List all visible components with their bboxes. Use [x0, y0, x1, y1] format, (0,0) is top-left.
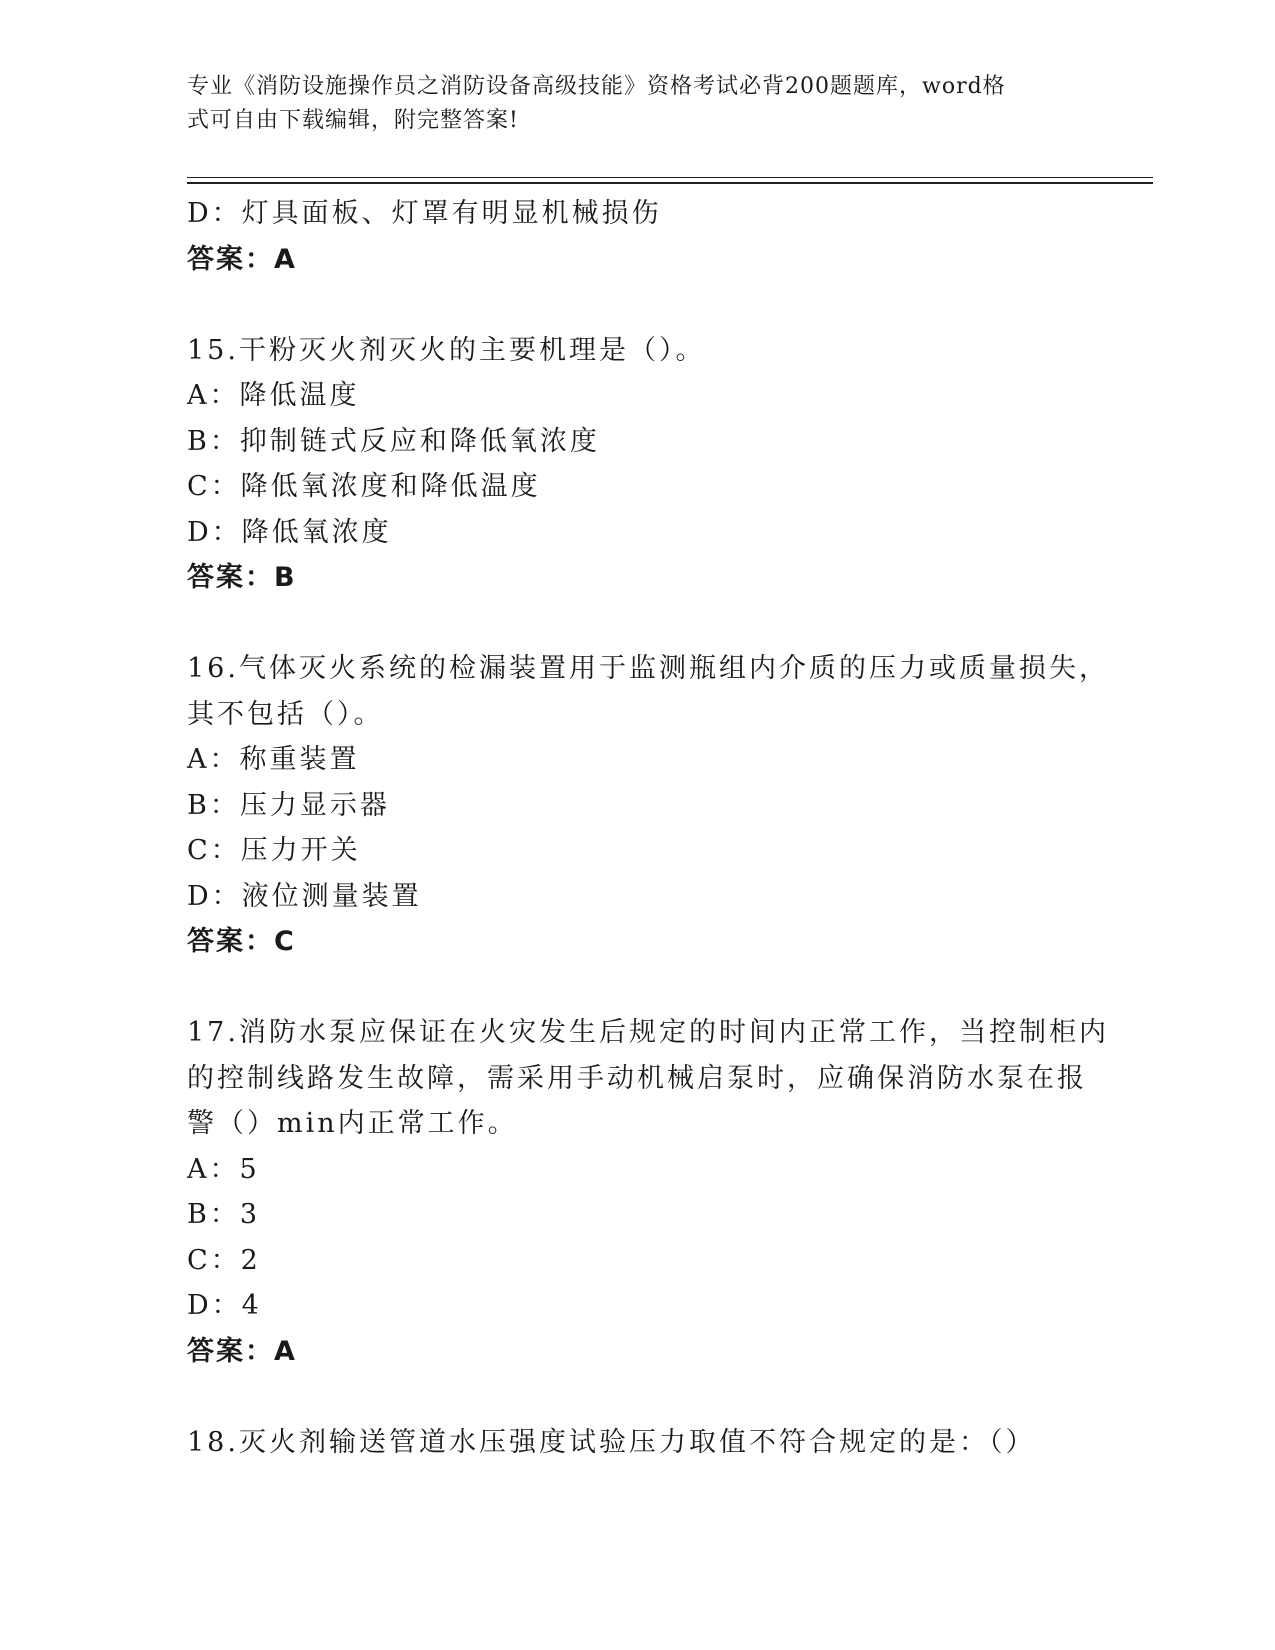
question-16 [187, 646, 1109, 965]
option-b: B：抑制链式反应和降低氧浓度 [187, 425, 600, 457]
spacer [187, 1374, 1087, 1420]
option-a: A：5 [187, 1153, 260, 1185]
question-stem-line-1: 16.气体灭火系统的检漏装置用于监测瓶组内介质的压力或质量损失， [187, 653, 1109, 684]
answer: 答案：A [187, 1335, 297, 1367]
spacer [187, 965, 1087, 1011]
question-15 [187, 328, 1087, 601]
option-d: D：灯具面板、灯罩有明显机械损伤 [187, 198, 662, 229]
header-line-2: 式可自由下载编辑，附完整答案! [187, 108, 519, 133]
question-stem-line-2: 的控制线路发生故障，需采用手动机械启泵时，应确保消防水泵在报 [187, 1062, 1087, 1094]
answer: 答案：C [187, 926, 296, 957]
question-18 [187, 1420, 1087, 1466]
header-divider-thick [187, 182, 1153, 184]
option-b: B：3 [187, 1199, 261, 1230]
option-d: D：液位测量装置 [187, 880, 422, 912]
option-c: C：压力开关 [187, 835, 361, 866]
option-a: A：降低温度 [187, 380, 360, 411]
option-c: C：降低氧浓度和降低温度 [187, 471, 541, 502]
question-stem: 18.灭火剂输送管道水压强度试验压力取值不符合规定的是：（） [187, 1426, 1036, 1458]
answer: 答案：B [187, 562, 297, 593]
option-d: D：降低氧浓度 [187, 516, 392, 548]
question-14-tail [187, 191, 1087, 282]
question-stem-line-2: 其不包括（）。 [187, 698, 384, 730]
question-stem: 15.干粉灭火剂灭火的主要机理是（）。 [187, 334, 706, 366]
header-divider-thin [187, 177, 1153, 178]
question-stem-line-1: 17.消防水泵应保证在火灾发生后规定的时间内正常工作，当控制柜内 [187, 1017, 1109, 1048]
question-stem-line-3: 警（）min内正常工作。 [187, 1108, 518, 1139]
spacer [187, 282, 1087, 328]
answer: 答案：A [187, 243, 297, 275]
question-17 [187, 1010, 1109, 1374]
header-line-1: 专业《消防设施操作员之消防设备高级技能》资格考试必背200题题库，word格 [187, 74, 1006, 99]
option-c: C：2 [187, 1244, 261, 1276]
option-d: D：4 [187, 1290, 262, 1321]
option-a: A：称重装置 [187, 744, 360, 775]
option-b: B：压力显示器 [187, 789, 390, 821]
question-list [187, 191, 1109, 1465]
page-header [187, 70, 1067, 138]
spacer [187, 601, 1087, 647]
